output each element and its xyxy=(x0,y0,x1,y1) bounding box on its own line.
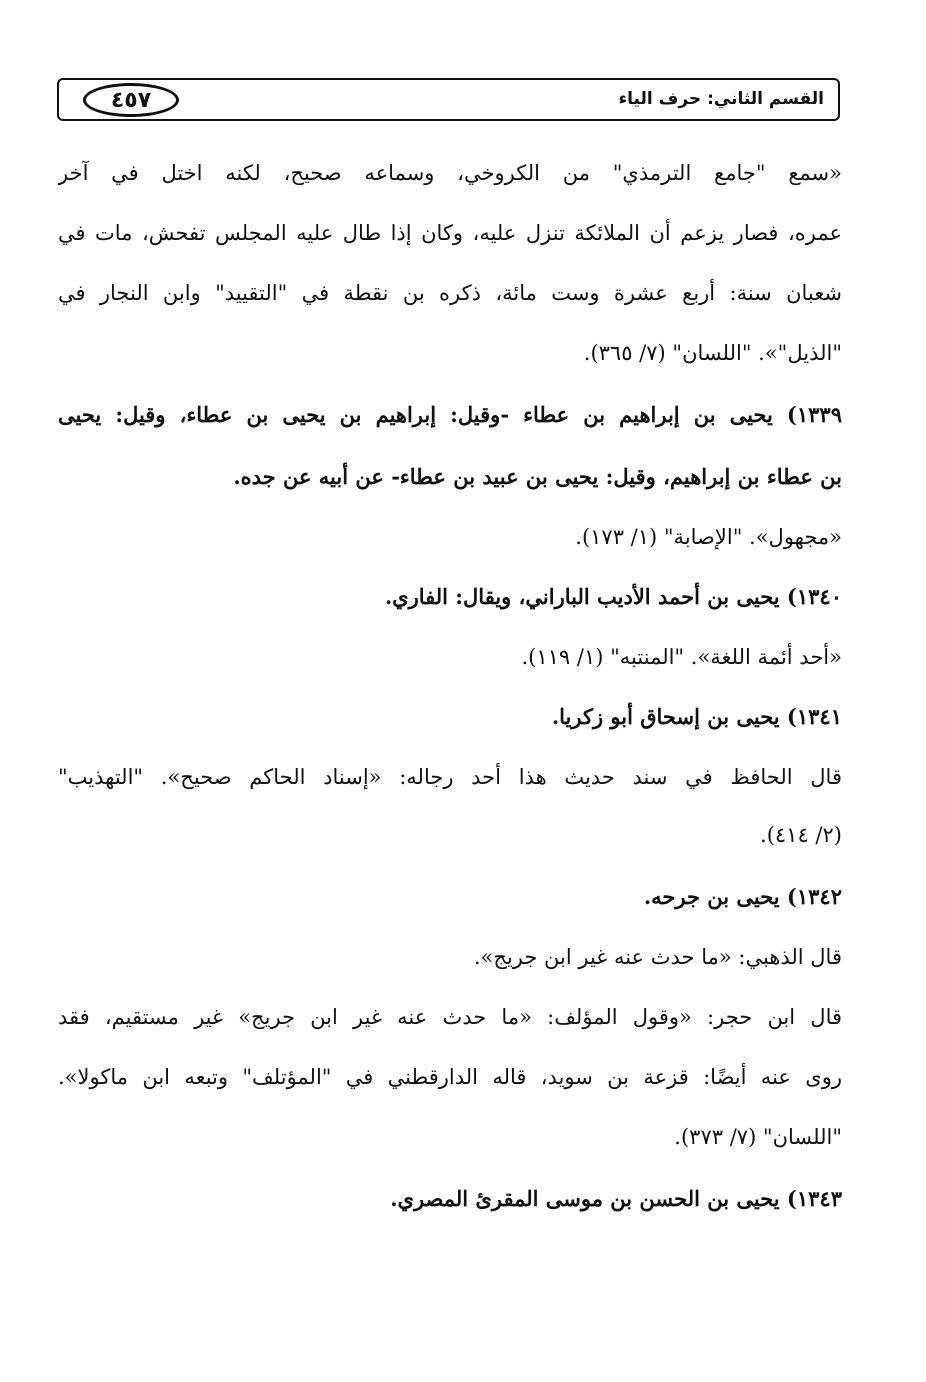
text-line: قال الحافظ في سند حديث هذا أحد رجاله: «إسناد الحاكم صحيح». "التهذيب" xyxy=(58,765,842,789)
text-line: عمره، فصار يزعم أن الملائكة تنزل عليه، وكان إذا طال عليه المجلس تفحش، مات في xyxy=(58,221,842,245)
text-line: روى عنه أيضًا: قزعة بن سويد، قاله الدارقطني في "المؤتلف" وتبعه ابن ماكولا». xyxy=(58,1065,842,1089)
entry-heading: بن عطاء بن إبراهيم، وقيل: يحيى بن عبيد بن عطاء- عن أبيه عن جده. xyxy=(233,464,842,489)
entry-heading: ١٣٤٢) يحيى بن جرحه. xyxy=(643,884,842,909)
text-line: «مجهول». "الإصابة" (١/ ١٧٣). xyxy=(575,525,842,549)
text-line: (٢/ ٤١٤). xyxy=(760,823,842,847)
text-line: قال ابن حجر: «وقول المؤلف: «ما حدث عنه غير ابن جريج» غير مستقيم، فقد xyxy=(58,1005,842,1029)
entry-heading: ١٣٣٩) يحيى بن إبراهيم بن عطاء -وقيل: إبراهيم بن يحيى بن عطاء، وقيل: يحيى xyxy=(58,402,842,427)
page-header xyxy=(57,78,840,121)
text-line: «سمع "جامع الترمذي" من الكروخي، وسماعه صحيح، لكنه اختل في آخر xyxy=(58,161,842,185)
text-line: «أحد أئمة اللغة». "المنتبه" (١/ ١١٩). xyxy=(521,645,842,669)
page-number-badge: ٤٥٧ xyxy=(83,83,179,117)
entry-heading: ١٣٤٠) يحيى بن أحمد الأديب الباراني، ويقال: الفاري. xyxy=(384,584,842,609)
entry-heading: ١٣٤٣) يحيى بن الحسن بن موسى المقرئ المصري. xyxy=(390,1186,842,1211)
text-line: "الذيل"». "اللسان" (٧/ ٣٦٥). xyxy=(583,341,842,365)
text-line: شعبان سنة: أربع عشرة وست مائة، ذكره بن نقطة في "التقييد" وابن النجار في xyxy=(58,281,842,305)
entry-heading: ١٣٤١) يحيى بن إسحاق أبو زكريا. xyxy=(551,704,842,729)
text-line: "اللسان" (٧/ ٣٧٣). xyxy=(674,1125,842,1149)
text-line: قال الذهبي: «ما حدث عنه غير ابن جريج». xyxy=(473,945,842,969)
section-title: القسم الثاني: حرف الياء xyxy=(618,89,824,109)
